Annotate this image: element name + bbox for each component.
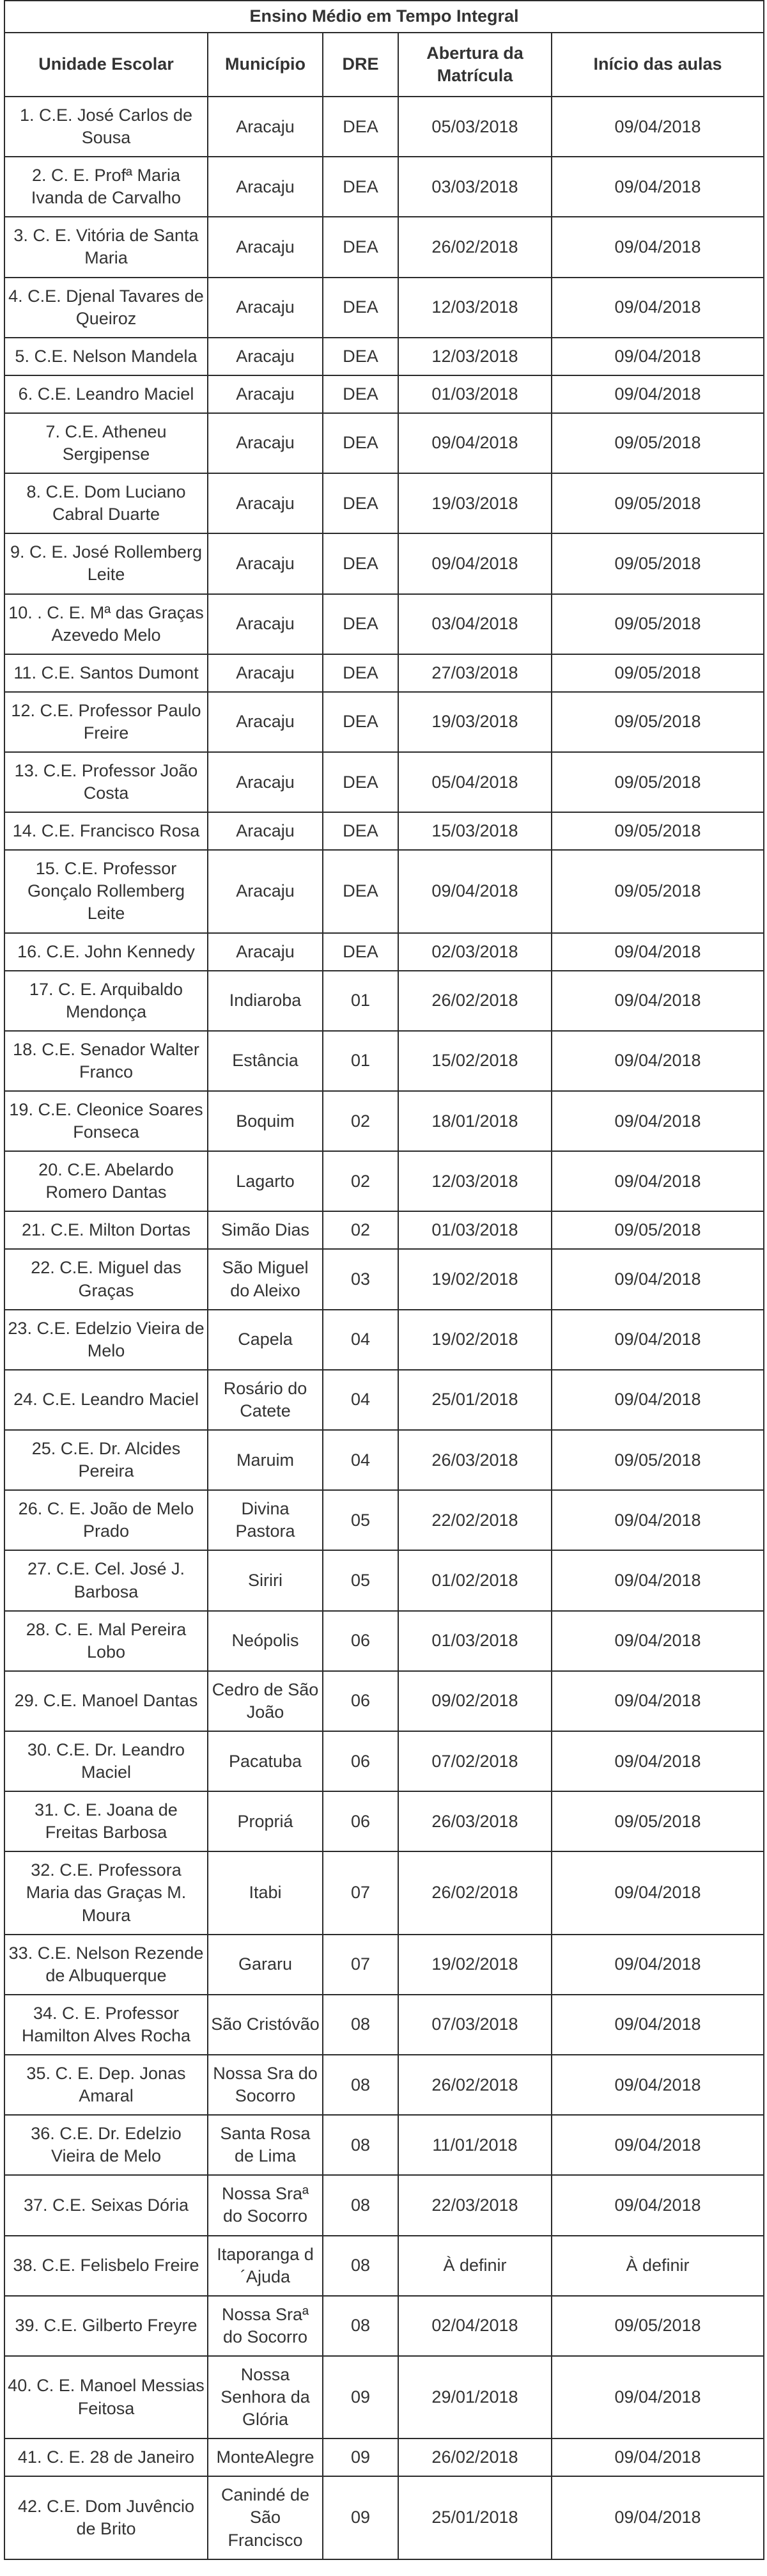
enrollment-open-cell: 02/04/2018 <box>398 2296 552 2356</box>
classes-start-cell: 09/04/2018 <box>552 97 764 157</box>
municipality-cell: Aracaju <box>208 692 323 752</box>
school-cell: 12. C.E. Professor Paulo Freire <box>4 692 208 752</box>
classes-start-cell: 09/04/2018 <box>552 1249 764 1309</box>
dre-cell: DEA <box>323 812 398 850</box>
enrollment-open-cell: 25/01/2018 <box>398 1370 552 1430</box>
dre-cell: 04 <box>323 1310 398 1370</box>
table-row <box>4 654 764 692</box>
table-row <box>4 1490 764 1550</box>
enrollment-open-cell: 19/03/2018 <box>398 692 552 752</box>
classes-start-cell: 09/05/2018 <box>552 2296 764 2356</box>
dre-cell: DEA <box>323 594 398 654</box>
table-row <box>4 752 764 812</box>
enrollment-open-cell: 26/02/2018 <box>398 2055 552 2115</box>
municipality-cell: Indiaroba <box>208 971 323 1031</box>
table-row <box>4 2439 764 2476</box>
classes-start-cell: 09/04/2018 <box>552 1995 764 2055</box>
enrollment-open-cell: 19/03/2018 <box>398 473 552 533</box>
table-row <box>4 1671 764 1731</box>
classes-start-cell: 09/04/2018 <box>552 1671 764 1731</box>
dre-cell: 06 <box>323 1731 398 1791</box>
dre-cell: 04 <box>323 1430 398 1490</box>
dre-cell: 05 <box>323 1490 398 1550</box>
municipality-cell: Aracaju <box>208 217 323 277</box>
municipality-cell: Capela <box>208 1310 323 1370</box>
enrollment-open-cell: 26/03/2018 <box>398 1791 552 1851</box>
school-cell: 21. C.E. Milton Dortas <box>4 1211 208 1249</box>
classes-start-cell: 09/04/2018 <box>552 2356 764 2439</box>
table-row <box>4 1430 764 1490</box>
municipality-cell: Aracaju <box>208 473 323 533</box>
dre-cell: DEA <box>323 533 398 593</box>
school-cell: 30. C.E. Dr. Leandro Maciel <box>4 1731 208 1791</box>
municipality-cell: Simão Dias <box>208 1211 323 1249</box>
municipality-cell: Aracaju <box>208 157 323 217</box>
enrollment-open-cell: 19/02/2018 <box>398 1310 552 1370</box>
header-abertura-matricula: Abertura da Matrícula <box>398 33 552 97</box>
table-row <box>4 1851 764 1934</box>
enrollment-open-cell: 05/03/2018 <box>398 97 552 157</box>
municipality-cell: MonteAlegre <box>208 2439 323 2476</box>
enrollment-open-cell: 22/02/2018 <box>398 1490 552 1550</box>
classes-start-cell: 09/04/2018 <box>552 971 764 1031</box>
classes-start-cell: 09/04/2018 <box>552 1151 764 1211</box>
table-row <box>4 1091 764 1151</box>
dre-cell: DEA <box>323 752 398 812</box>
classes-start-cell: 09/05/2018 <box>552 594 764 654</box>
school-cell: 27. C.E. Cel. José J. Barbosa <box>4 1550 208 1610</box>
municipality-cell: Estância <box>208 1031 323 1091</box>
classes-start-cell: 09/04/2018 <box>552 1935 764 1995</box>
dre-cell: 08 <box>323 2055 398 2115</box>
enrollment-open-cell: 18/01/2018 <box>398 1091 552 1151</box>
enrollment-open-cell: 12/03/2018 <box>398 1151 552 1211</box>
table-row <box>4 1791 764 1851</box>
table-row <box>4 2115 764 2175</box>
enrollment-open-cell: 07/03/2018 <box>398 1995 552 2055</box>
table-row <box>4 157 764 217</box>
table-row <box>4 533 764 593</box>
municipality-cell: Nossa Sraª do Socorro <box>208 2296 323 2356</box>
school-cell: 29. C.E. Manoel Dantas <box>4 1671 208 1731</box>
school-cell: 25. C.E. Dr. Alcides Pereira <box>4 1430 208 1490</box>
table-row <box>4 2296 764 2356</box>
classes-start-cell: 09/04/2018 <box>552 1310 764 1370</box>
dre-cell: DEA <box>323 278 398 338</box>
table-row <box>4 1731 764 1791</box>
classes-start-cell: 09/04/2018 <box>552 217 764 277</box>
enrollment-open-cell: 26/02/2018 <box>398 1851 552 1934</box>
table-row <box>4 1611 764 1671</box>
classes-start-cell: 09/04/2018 <box>552 1031 764 1091</box>
table-row <box>4 1151 764 1211</box>
enrollment-open-cell: 09/02/2018 <box>398 1671 552 1731</box>
classes-start-cell: 09/04/2018 <box>552 2055 764 2115</box>
municipality-cell: Santa Rosa de Lima <box>208 2115 323 2175</box>
table-row <box>4 1249 764 1309</box>
table-row <box>4 1031 764 1091</box>
school-cell: 4. C.E. Djenal Tavares de Queiroz <box>4 278 208 338</box>
dre-cell: 02 <box>323 1091 398 1151</box>
municipality-cell: Gararu <box>208 1935 323 1995</box>
classes-start-cell: 09/05/2018 <box>552 692 764 752</box>
school-cell: 42. C.E. Dom Juvêncio de Brito <box>4 2476 208 2559</box>
enrollment-open-cell: 01/03/2018 <box>398 375 552 413</box>
dre-cell: 08 <box>323 2115 398 2175</box>
municipality-cell: Itaporanga d ´Ajuda <box>208 2236 323 2296</box>
dre-cell: 08 <box>323 2296 398 2356</box>
classes-start-cell: 09/04/2018 <box>552 1611 764 1671</box>
dre-cell: 04 <box>323 1370 398 1430</box>
dre-cell: 02 <box>323 1151 398 1211</box>
classes-start-cell: 09/05/2018 <box>552 850 764 932</box>
municipality-cell: Propriá <box>208 1791 323 1851</box>
table-row <box>4 473 764 533</box>
school-cell: 18. C.E. Senador Walter Franco <box>4 1031 208 1091</box>
table-row <box>4 594 764 654</box>
enrollment-open-cell: 26/03/2018 <box>398 1430 552 1490</box>
school-cell: 6. C.E. Leandro Maciel <box>4 375 208 413</box>
classes-start-cell: 09/04/2018 <box>552 338 764 375</box>
dre-cell: 01 <box>323 1031 398 1091</box>
municipality-cell: Itabi <box>208 1851 323 1934</box>
enrollment-open-cell: 09/04/2018 <box>398 533 552 593</box>
school-cell: 19. C.E. Cleonice Soares Fonseca <box>4 1091 208 1151</box>
enrollment-open-cell: 03/03/2018 <box>398 157 552 217</box>
table-row <box>4 278 764 338</box>
school-cell: 39. C.E. Gilberto Freyre <box>4 2296 208 2356</box>
dre-cell: 09 <box>323 2476 398 2559</box>
table-row <box>4 933 764 971</box>
municipality-cell: Cedro de São João <box>208 1671 323 1731</box>
table-row <box>4 375 764 413</box>
dre-cell: 03 <box>323 1249 398 1309</box>
classes-start-cell: 09/04/2018 <box>552 1550 764 1610</box>
school-cell: 5. C.E. Nelson Mandela <box>4 338 208 375</box>
school-cell: 11. C.E. Santos Dumont <box>4 654 208 692</box>
school-cell: 7. C.E. Atheneu Sergipense <box>4 413 208 473</box>
school-cell: 20. C.E. Abelardo Romero Dantas <box>4 1151 208 1211</box>
dre-cell: 02 <box>323 1211 398 1249</box>
enrollment-open-cell: 12/03/2018 <box>398 278 552 338</box>
enrollment-open-cell: 15/02/2018 <box>398 1031 552 1091</box>
classes-start-cell: 09/05/2018 <box>552 752 764 812</box>
dre-cell: DEA <box>323 217 398 277</box>
table-row <box>4 812 764 850</box>
dre-cell: 06 <box>323 1791 398 1851</box>
header-municipio: Município <box>208 33 323 97</box>
enrollment-open-cell: 12/03/2018 <box>398 338 552 375</box>
municipality-cell: Aracaju <box>208 278 323 338</box>
classes-start-cell: 09/04/2018 <box>552 2476 764 2559</box>
table-row <box>4 1370 764 1430</box>
school-cell: 2. C. E. Profª Maria Ivanda de Carvalho <box>4 157 208 217</box>
dre-cell: DEA <box>323 850 398 932</box>
dre-cell: DEA <box>323 338 398 375</box>
classes-start-cell: À definir <box>552 2236 764 2296</box>
dre-cell: 09 <box>323 2439 398 2476</box>
municipality-cell: Maruim <box>208 1430 323 1490</box>
school-cell: 22. C.E. Miguel das Graças <box>4 1249 208 1309</box>
municipality-cell: Aracaju <box>208 752 323 812</box>
table-row <box>4 971 764 1031</box>
dre-cell: DEA <box>323 157 398 217</box>
municipality-cell: São Cristóvão <box>208 1995 323 2055</box>
municipality-cell: Nossa Senhora da Glória <box>208 2356 323 2439</box>
municipality-cell: Boquim <box>208 1091 323 1151</box>
enrollment-open-cell: 01/03/2018 <box>398 1611 552 1671</box>
municipality-cell: São Miguel do Aleixo <box>208 1249 323 1309</box>
table-row <box>4 2476 764 2559</box>
classes-start-cell: 09/05/2018 <box>552 812 764 850</box>
dre-cell: 05 <box>323 1550 398 1610</box>
table-row <box>4 2055 764 2115</box>
municipality-cell: Siriri <box>208 1550 323 1610</box>
dre-cell: DEA <box>323 413 398 473</box>
dre-cell: DEA <box>323 933 398 971</box>
school-cell: 13. C.E. Professor João Costa <box>4 752 208 812</box>
dre-cell: DEA <box>323 375 398 413</box>
classes-start-cell: 09/05/2018 <box>552 473 764 533</box>
dre-cell: 07 <box>323 1935 398 1995</box>
table-row <box>4 1550 764 1610</box>
school-cell: 33. C.E. Nelson Rezende de Albuquerque <box>4 1935 208 1995</box>
school-cell: 3. C. E. Vitória de Santa Maria <box>4 217 208 277</box>
classes-start-cell: 09/04/2018 <box>552 1851 764 1934</box>
enrollment-open-cell: 01/02/2018 <box>398 1550 552 1610</box>
dre-cell: 06 <box>323 1611 398 1671</box>
classes-start-cell: 09/04/2018 <box>552 2115 764 2175</box>
classes-start-cell: 09/05/2018 <box>552 1791 764 1851</box>
schedule-table <box>4 0 764 2560</box>
enrollment-open-cell: 15/03/2018 <box>398 812 552 850</box>
municipality-cell: Aracaju <box>208 812 323 850</box>
municipality-cell: Neópolis <box>208 1611 323 1671</box>
table-row <box>4 1310 764 1370</box>
municipality-cell: Aracaju <box>208 933 323 971</box>
school-cell: 41. C. E. 28 de Janeiro <box>4 2439 208 2476</box>
dre-cell: DEA <box>323 692 398 752</box>
classes-start-cell: 09/04/2018 <box>552 375 764 413</box>
dre-cell: 08 <box>323 2236 398 2296</box>
header-inicio-aulas: Início das aulas <box>552 33 764 97</box>
enrollment-open-cell: 26/02/2018 <box>398 217 552 277</box>
school-cell: 8. C.E. Dom Luciano Cabral Duarte <box>4 473 208 533</box>
municipality-cell: Aracaju <box>208 594 323 654</box>
school-cell: 10. . C. E. Mª das Graças Azevedo Melo <box>4 594 208 654</box>
municipality-cell: Aracaju <box>208 654 323 692</box>
municipality-cell: Lagarto <box>208 1151 323 1211</box>
school-cell: 26. C. E. João de Melo Prado <box>4 1490 208 1550</box>
school-cell: 37. C.E. Seixas Dória <box>4 2175 208 2235</box>
enrollment-open-cell: 26/02/2018 <box>398 2439 552 2476</box>
table-row <box>4 2175 764 2235</box>
classes-start-cell: 09/04/2018 <box>552 2439 764 2476</box>
school-cell: 14. C.E. Francisco Rosa <box>4 812 208 850</box>
table-row <box>4 2236 764 2296</box>
classes-start-cell: 09/05/2018 <box>552 654 764 692</box>
table-row <box>4 1211 764 1249</box>
table-row <box>4 413 764 473</box>
municipality-cell: Canindé de São Francisco <box>208 2476 323 2559</box>
municipality-cell: Aracaju <box>208 533 323 593</box>
classes-start-cell: 09/04/2018 <box>552 278 764 338</box>
enrollment-open-cell: 26/02/2018 <box>398 971 552 1031</box>
classes-start-cell: 09/05/2018 <box>552 1430 764 1490</box>
classes-start-cell: 09/05/2018 <box>552 413 764 473</box>
enrollment-open-cell: 03/04/2018 <box>398 594 552 654</box>
municipality-cell: Aracaju <box>208 413 323 473</box>
table-row <box>4 850 764 932</box>
school-cell: 1. C.E. José Carlos de Sousa <box>4 97 208 157</box>
municipality-cell: Nossa Sraª do Socorro <box>208 2175 323 2235</box>
municipality-cell: Aracaju <box>208 850 323 932</box>
municipality-cell: Divina Pastora <box>208 1490 323 1550</box>
classes-start-cell: 09/05/2018 <box>552 533 764 593</box>
enrollment-open-cell: À definir <box>398 2236 552 2296</box>
school-cell: 34. C. E. Professor Hamilton Alves Rocha <box>4 1995 208 2055</box>
school-cell: 28. C. E. Mal Pereira Lobo <box>4 1611 208 1671</box>
table-body <box>4 97 764 2559</box>
enrollment-open-cell: 29/01/2018 <box>398 2356 552 2439</box>
dre-cell: 07 <box>323 1851 398 1934</box>
table-row <box>4 1935 764 1995</box>
enrollment-open-cell: 11/01/2018 <box>398 2115 552 2175</box>
dre-cell: DEA <box>323 654 398 692</box>
school-cell: 31. C. E. Joana de Freitas Barbosa <box>4 1791 208 1851</box>
dre-cell: 01 <box>323 971 398 1031</box>
dre-cell: 06 <box>323 1671 398 1731</box>
classes-start-cell: 09/04/2018 <box>552 1490 764 1550</box>
municipality-cell: Aracaju <box>208 338 323 375</box>
enrollment-open-cell: 22/03/2018 <box>398 2175 552 2235</box>
table-row <box>4 217 764 277</box>
municipality-cell: Aracaju <box>208 97 323 157</box>
municipality-cell: Pacatuba <box>208 1731 323 1791</box>
classes-start-cell: 09/04/2018 <box>552 1091 764 1151</box>
dre-cell: DEA <box>323 473 398 533</box>
school-cell: 9. C. E. José Rollemberg Leite <box>4 533 208 593</box>
classes-start-cell: 09/04/2018 <box>552 1370 764 1430</box>
classes-start-cell: 09/04/2018 <box>552 2175 764 2235</box>
dre-cell: 08 <box>323 1995 398 2055</box>
classes-start-cell: 09/04/2018 <box>552 1731 764 1791</box>
classes-start-cell: 09/05/2018 <box>552 1211 764 1249</box>
school-cell: 36. C.E. Dr. Edelzio Vieira de Melo <box>4 2115 208 2175</box>
enrollment-open-cell: 09/04/2018 <box>398 850 552 932</box>
school-cell: 38. C.E. Felisbelo Freire <box>4 2236 208 2296</box>
enrollment-open-cell: 09/04/2018 <box>398 413 552 473</box>
table-row <box>4 2356 764 2439</box>
table-row <box>4 97 764 157</box>
classes-start-cell: 09/04/2018 <box>552 157 764 217</box>
enrollment-open-cell: 05/04/2018 <box>398 752 552 812</box>
municipality-cell: Nossa Sra do Socorro <box>208 2055 323 2115</box>
school-cell: 24. C.E. Leandro Maciel <box>4 1370 208 1430</box>
school-cell: 40. C. E. Manoel Messias Feitosa <box>4 2356 208 2439</box>
enrollment-open-cell: 07/02/2018 <box>398 1731 552 1791</box>
school-cell: 17. C. E. Arquibaldo Mendonça <box>4 971 208 1031</box>
school-cell: 32. C.E. Professora Maria das Graças M. Moura <box>4 1851 208 1934</box>
enrollment-open-cell: 19/02/2018 <box>398 1249 552 1309</box>
table-row <box>4 692 764 752</box>
table-title: Ensino Médio em Tempo Integral <box>4 1 764 33</box>
header-dre: DRE <box>323 33 398 97</box>
enrollment-open-cell: 02/03/2018 <box>398 933 552 971</box>
municipality-cell: Aracaju <box>208 375 323 413</box>
table-row <box>4 1995 764 2055</box>
header-unidade-escolar: Unidade Escolar <box>4 33 208 97</box>
school-cell: 35. C. E. Dep. Jonas Amaral <box>4 2055 208 2115</box>
table-row <box>4 338 764 375</box>
municipality-cell: Rosário do Catete <box>208 1370 323 1430</box>
dre-cell: 08 <box>323 2175 398 2235</box>
school-cell: 23. C.E. Edelzio Vieira de Melo <box>4 1310 208 1370</box>
school-cell: 16. C.E. John Kennedy <box>4 933 208 971</box>
dre-cell: DEA <box>323 97 398 157</box>
enrollment-open-cell: 25/01/2018 <box>398 2476 552 2559</box>
classes-start-cell: 09/04/2018 <box>552 933 764 971</box>
enrollment-open-cell: 19/02/2018 <box>398 1935 552 1995</box>
dre-cell: 09 <box>323 2356 398 2439</box>
enrollment-open-cell: 01/03/2018 <box>398 1211 552 1249</box>
school-cell: 15. C.E. Professor Gonçalo Rollemberg Leite <box>4 850 208 932</box>
enrollment-open-cell: 27/03/2018 <box>398 654 552 692</box>
header-row <box>4 33 764 97</box>
